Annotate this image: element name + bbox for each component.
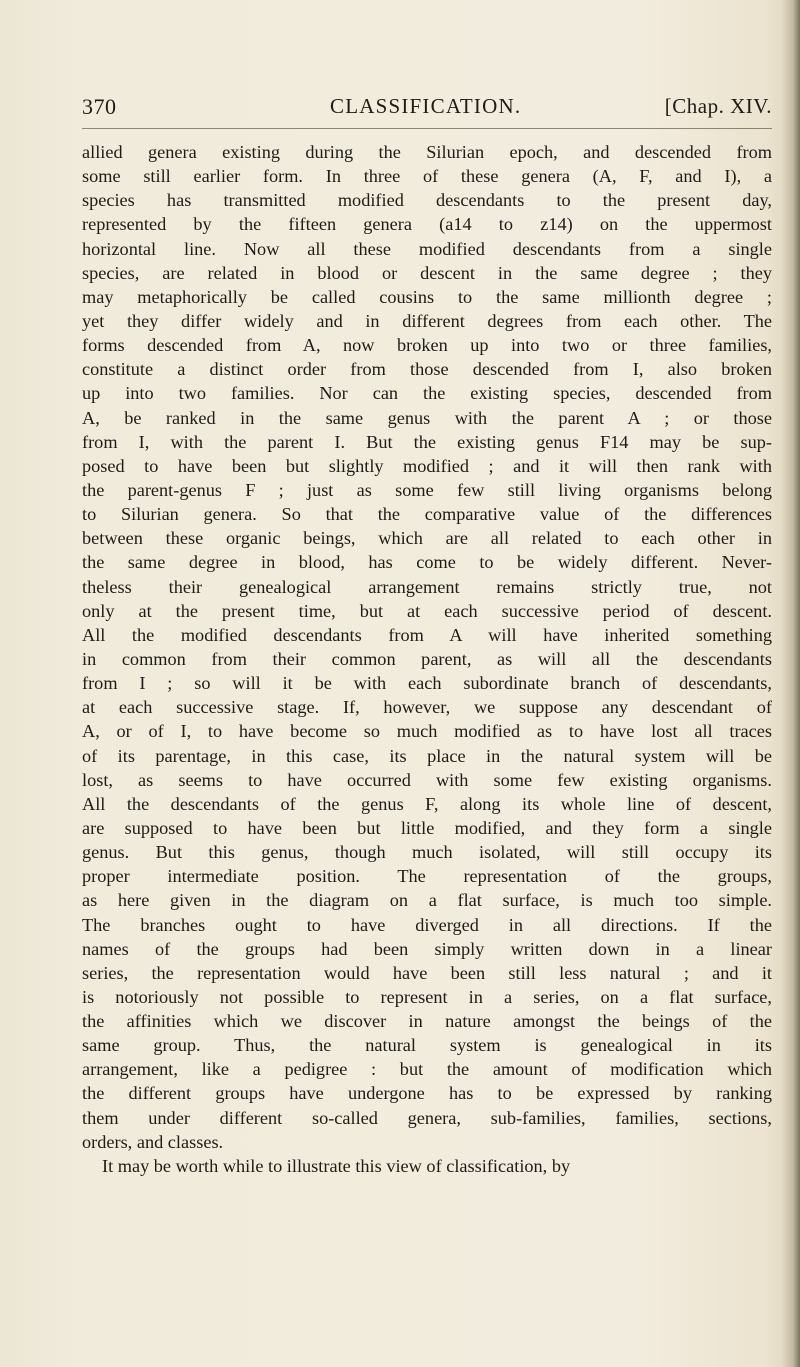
text-line: from I, with the parent I. But the existing genus F14 may be sup- <box>82 431 772 452</box>
text-line: species has transmitted modified descendants to the present day, <box>82 190 772 211</box>
text-line: proper intermediate position. The representation of the groups, <box>82 866 772 887</box>
text-line: them under different so-called genera, sub-families, families, sections, <box>82 1107 772 1128</box>
running-title: CLASSIFICATION. <box>330 94 522 118</box>
text-line: It may be worth while to illustrate this view of classification, by <box>102 1155 571 1176</box>
header-rule <box>82 128 772 129</box>
text-line: the parent-genus F ; just as some few still living organisms belong <box>82 479 772 500</box>
text-line: series, the representation would have been still less natural ; and it <box>82 962 772 983</box>
text-line: constitute a distinct order from those descended from I, also broken <box>82 359 772 380</box>
text-line: is notoriously not possible to represent in a series, on a flat surface, <box>82 986 772 1007</box>
text-line: A, or of I, to have become so much modified as to have lost all traces <box>82 721 772 742</box>
text-line: as here given in the diagram on a flat surface, is much too simple. <box>82 890 772 911</box>
text-line: up into two families. Nor can the existing species, descended from <box>82 383 772 404</box>
text-line: from I ; so will it be with each subordinate branch of descendants, <box>82 673 772 694</box>
text-line: arrangement, like a pedigree : but the amount of modification which <box>82 1059 772 1080</box>
text-line: of its parentage, in this case, its place in the natural system will be <box>82 745 772 766</box>
text-line: between these organic beings, which are all related to each other in <box>82 528 772 549</box>
text-line: in common from their common parent, as will all the descendants <box>82 648 772 669</box>
text-line: allied genera existing during the Silurian epoch, and descended from <box>82 142 772 162</box>
text-line: may metaphorically be called cousins to the same millionth degree ; <box>82 286 772 307</box>
text-line: same group. Thus, the natural system is genealogical in its <box>82 1035 772 1056</box>
text-line: species, are related in blood or descent in the same degree ; they <box>82 262 772 283</box>
text-line: The branches ought to have diverged in all directions. If the <box>82 914 772 935</box>
text-line: forms descended from A, now broken up into two or three families, <box>82 335 772 356</box>
text-line: the same degree in blood, has come to be widely different. Never- <box>82 552 772 573</box>
text-line: All the descendants of the genus F, along its whole line of descent, <box>82 793 772 814</box>
text-line: A, be ranked in the same genus with the parent A ; or those <box>82 407 772 428</box>
text-line: some still earlier form. In three of these genera (A, F, and I), a <box>82 166 772 187</box>
body-text <box>82 140 772 1178</box>
text-line: orders, and classes. <box>82 1131 224 1152</box>
text-line: yet they differ widely and in different degrees from each other. The <box>82 310 772 331</box>
text-line: are supposed to have been but little modified, and they form a single <box>82 817 772 838</box>
page-header <box>82 94 772 124</box>
text-line: only at the present time, but at each successive period of descent. <box>82 600 772 621</box>
text-line: at each successive stage. If, however, we suppose any descendant of <box>82 697 772 718</box>
text-line: All the modified descendants from A will have inherited something <box>82 624 772 645</box>
text-line: names of the groups had been simply written down in a linear <box>82 938 772 959</box>
text-line: genus. But this genus, though much isolated, will still occupy its <box>82 842 772 863</box>
text-line: to Silurian genera. So that the comparative value of the differences <box>82 504 772 525</box>
text-line: represented by the fifteen genera (a14 to z14) on the uppermost <box>82 214 772 235</box>
chapter-reference: [Chap. XIV. <box>664 94 772 118</box>
text-line: the affinities which we discover in nature amongst the beings of the <box>82 1011 772 1032</box>
text-line: horizontal line. Now all these modified descendants from a single <box>82 238 772 259</box>
page-number: 370 <box>82 94 117 119</box>
text-line: posed to have been but slightly modified ; and it will then rank with <box>82 455 772 476</box>
text-line: lost, as seems to have occurred with some few existing organisms. <box>82 769 772 790</box>
text-line: the different groups have undergone has to be expressed by ranking <box>82 1083 772 1104</box>
text-line: theless their genealogical arrangement remains strictly true, not <box>82 576 772 597</box>
page-edge-shadow <box>782 0 800 1367</box>
